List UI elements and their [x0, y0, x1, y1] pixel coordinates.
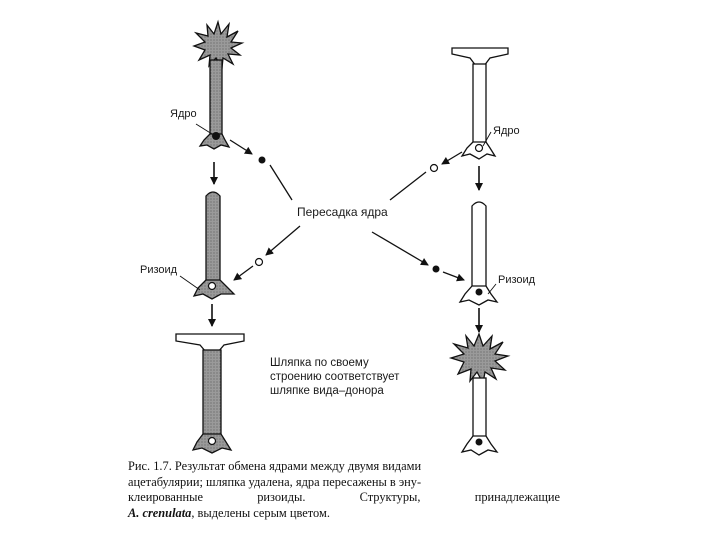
dark-nucleus-arrive: [433, 266, 440, 273]
right-bottom-cell: [451, 334, 508, 455]
light-nucleus-arrive: [256, 259, 263, 266]
dark-nucleus-in-transit: [259, 157, 266, 164]
label-nucleus-left: Ядро: [170, 108, 197, 120]
caption-line-1: [128, 459, 560, 475]
label-rhizoid-right: Ризоид: [498, 274, 536, 286]
caption-word: ризоиды.: [257, 490, 306, 504]
caption-line1-text: Результат обмена ядрами между двумя видами: [174, 459, 422, 473]
stalk-tip: [206, 192, 220, 282]
caption-word: клеированные: [128, 490, 203, 504]
left-top-cell: [194, 22, 242, 149]
light-nucleus-in-transit: [431, 165, 438, 172]
mediterranea-cap: [452, 48, 508, 66]
left-middle-cell: [194, 192, 234, 299]
crenulata-stalk: [210, 60, 222, 136]
nucleus-dark: [476, 439, 483, 446]
caption-word: Структуры,: [359, 490, 421, 504]
nucleus-light: [209, 438, 216, 445]
regenerated-flat-cap: [176, 334, 244, 352]
right-top-cell: [452, 48, 508, 159]
caption-species: A. crenulata: [128, 505, 192, 520]
caption-line-3: [128, 490, 560, 506]
nucleus-light: [209, 283, 216, 290]
note-line-2: строению соответствует: [270, 371, 400, 383]
figure-caption: [128, 459, 560, 521]
caption-line-4: [128, 506, 560, 522]
nucleus-light: [476, 145, 483, 152]
caption-line4-rest: , выделены серым цветом.: [191, 505, 330, 520]
label-rhizoid-left: Ризоид: [140, 264, 178, 276]
stalk: [203, 350, 221, 436]
regenerated-star-cap: [451, 334, 508, 383]
label-transplant: Пересадка ядра: [297, 205, 388, 219]
nucleus-dark: [476, 289, 483, 296]
stalk: [473, 378, 486, 438]
note-line-3: шляпке вида–донора: [270, 385, 384, 397]
caption-prefix: Рис. 1.7.: [128, 459, 172, 473]
leader-rhizoid-left: [180, 276, 200, 290]
mediterranea-stalk: [473, 64, 486, 144]
nucleus-dark: [212, 132, 220, 140]
note-line-1: Шляпка по своему: [270, 357, 369, 369]
result-note: [270, 356, 399, 398]
leader-rhizoid-right: [488, 284, 496, 294]
caption-word: принадлежащие: [474, 490, 560, 504]
left-bottom-cell: [176, 334, 244, 453]
caption-line-2: ацетабулярии; шляпка удалена, ядра пересажены в эну-: [128, 474, 422, 489]
stalk-tip: [472, 202, 486, 288]
label-nucleus-right: Ядро: [493, 125, 520, 137]
